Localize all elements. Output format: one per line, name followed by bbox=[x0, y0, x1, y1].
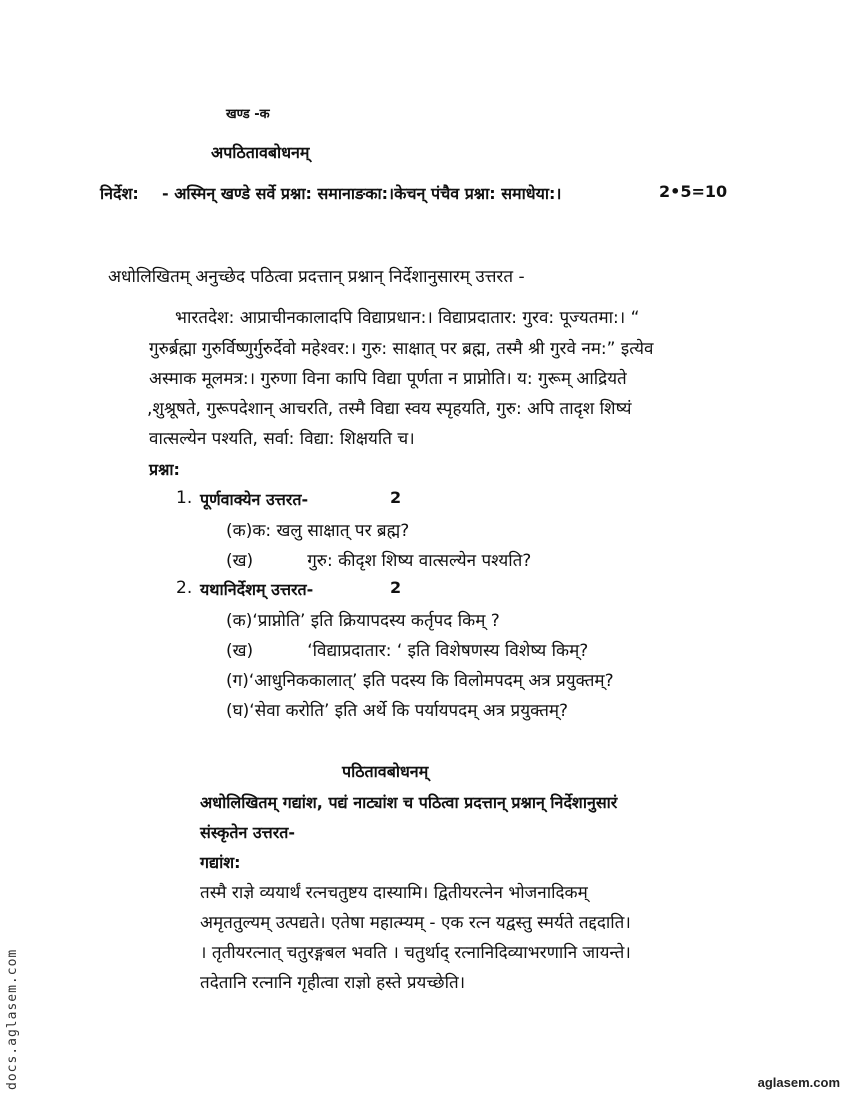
q1-marks: 2 bbox=[390, 488, 402, 507]
q1-number: 1. bbox=[176, 488, 193, 508]
q2-item: (ग)‘आधुनिककालात्’ इति पदस्य कि विलोमपदम् अत्र प्रयुक्तम्? bbox=[226, 671, 614, 691]
prose-line: तस्मै राज्ञे व्ययार्थं रत्नचतुष्टय दास्यामि। द्वितीयरत्नेन भोजनादिकम् bbox=[200, 883, 588, 903]
q2-item: (क)‘प्राप्नोति’ इति क्रियापदस्य कर्तृपद किम् ? bbox=[226, 611, 500, 631]
prose-label: गद्यांश: bbox=[200, 853, 241, 872]
watermark-right: aglasem.com bbox=[757, 1075, 840, 1090]
seen-title: पठितावबोधनम् bbox=[342, 762, 429, 781]
seen-instruction-line: संस्कृतेन उत्तरत- bbox=[200, 823, 296, 842]
q1-item: (ख) गुरु: कीदृश शिष्य वात्सल्येन पश्यति? bbox=[226, 551, 532, 571]
q2-title: यथानिर्देशम् उत्तरत- bbox=[200, 580, 314, 599]
q2-marks: 2 bbox=[390, 578, 402, 597]
prose-line: तदेतानि रत्नानि गृहीत्वा राज्ञो हस्ते प्रयच्छेति। bbox=[200, 973, 466, 993]
passage-line: गुरुर्ब्रह्मा गुरुर्विष्णुर्गुरुर्देवो महेश्वर:। गुरु: साक्षात् पर ब्रह्म, तस्मै श्री गुरवे नम:” इत्येव bbox=[149, 339, 654, 359]
section-header: खण्ड -क bbox=[226, 107, 270, 122]
passage-line: अस्माक मूलमत्र:। गुरुणा विना कापि विद्या पूर्णता न प्राप्नोति। य: गुरूम् आद्रियते bbox=[149, 369, 627, 389]
instructions-marks: 2•5=10 bbox=[659, 182, 728, 201]
q1-item: (क)क: खलु साक्षात् पर ब्रह्म? bbox=[226, 521, 410, 541]
passage-line: भारतदेश: आप्राचीनकालादपि विद्याप्रधान:। विद्याप्रदातार: गुरव: पूज्यतमा:। “ bbox=[175, 308, 640, 328]
passage-instruction: अधोलिखितम् अनुच्छेद पठित्वा प्रदत्तान् प्रश्नान् निर्देशानुसारम् उत्तरत - bbox=[108, 267, 525, 287]
prose-line: । तृतीयरत्नात् चतुरङ्गबल भवति । चतुर्थाद् रत्नानिदिव्याभरणानि जायन्ते। bbox=[200, 943, 631, 963]
prose-line: अमृततुल्यम् उत्पद्यते। एतेषा महात्म्यम् - एक रत्न यद्वस्तु स्मर्यते तद्ददाति। bbox=[200, 913, 631, 933]
q2-item: (घ)‘सेवा करोति’ इति अर्थे कि पर्यायपदम् अत्र प्रयुक्तम्? bbox=[226, 701, 569, 721]
instructions-label: निर्देश: bbox=[100, 184, 139, 203]
watermark-left: docs.aglasem.com bbox=[5, 948, 20, 1090]
questions-label: प्रश्ना: bbox=[149, 460, 180, 479]
passage-line: वात्सल्येन पश्यति, सर्वा: विद्या: शिक्षयति च। bbox=[149, 429, 415, 449]
q2-number: 2. bbox=[176, 578, 193, 598]
unseen-title: अपठितावबोधनम् bbox=[211, 143, 310, 162]
seen-instruction-line: अधोलिखितम् गद्यांश, पद्यं नाट्यांश च पठित्वा प्रदत्तान् प्रश्नान् निर्देशानुसारं bbox=[200, 793, 618, 812]
q2-item: (ख) ‘विद्याप्रदातार: ‘ इति विशेषणस्य विशेष्य किम्? bbox=[226, 641, 589, 661]
instructions-text: - अस्मिन् खण्डे सर्वे प्रश्ना: समानाङका:।केचन् पंचैव प्रश्ना: समाधेया:। bbox=[162, 184, 562, 203]
passage-line: ,शुश्रूषते, गुरूपदेशान् आचरति, तस्मै विद्या स्वय स्पृहयति, गुरु: अपि तादृश शिष्यं bbox=[147, 399, 632, 419]
q1-title: पूर्णवाक्येन उत्तरत- bbox=[200, 490, 309, 509]
